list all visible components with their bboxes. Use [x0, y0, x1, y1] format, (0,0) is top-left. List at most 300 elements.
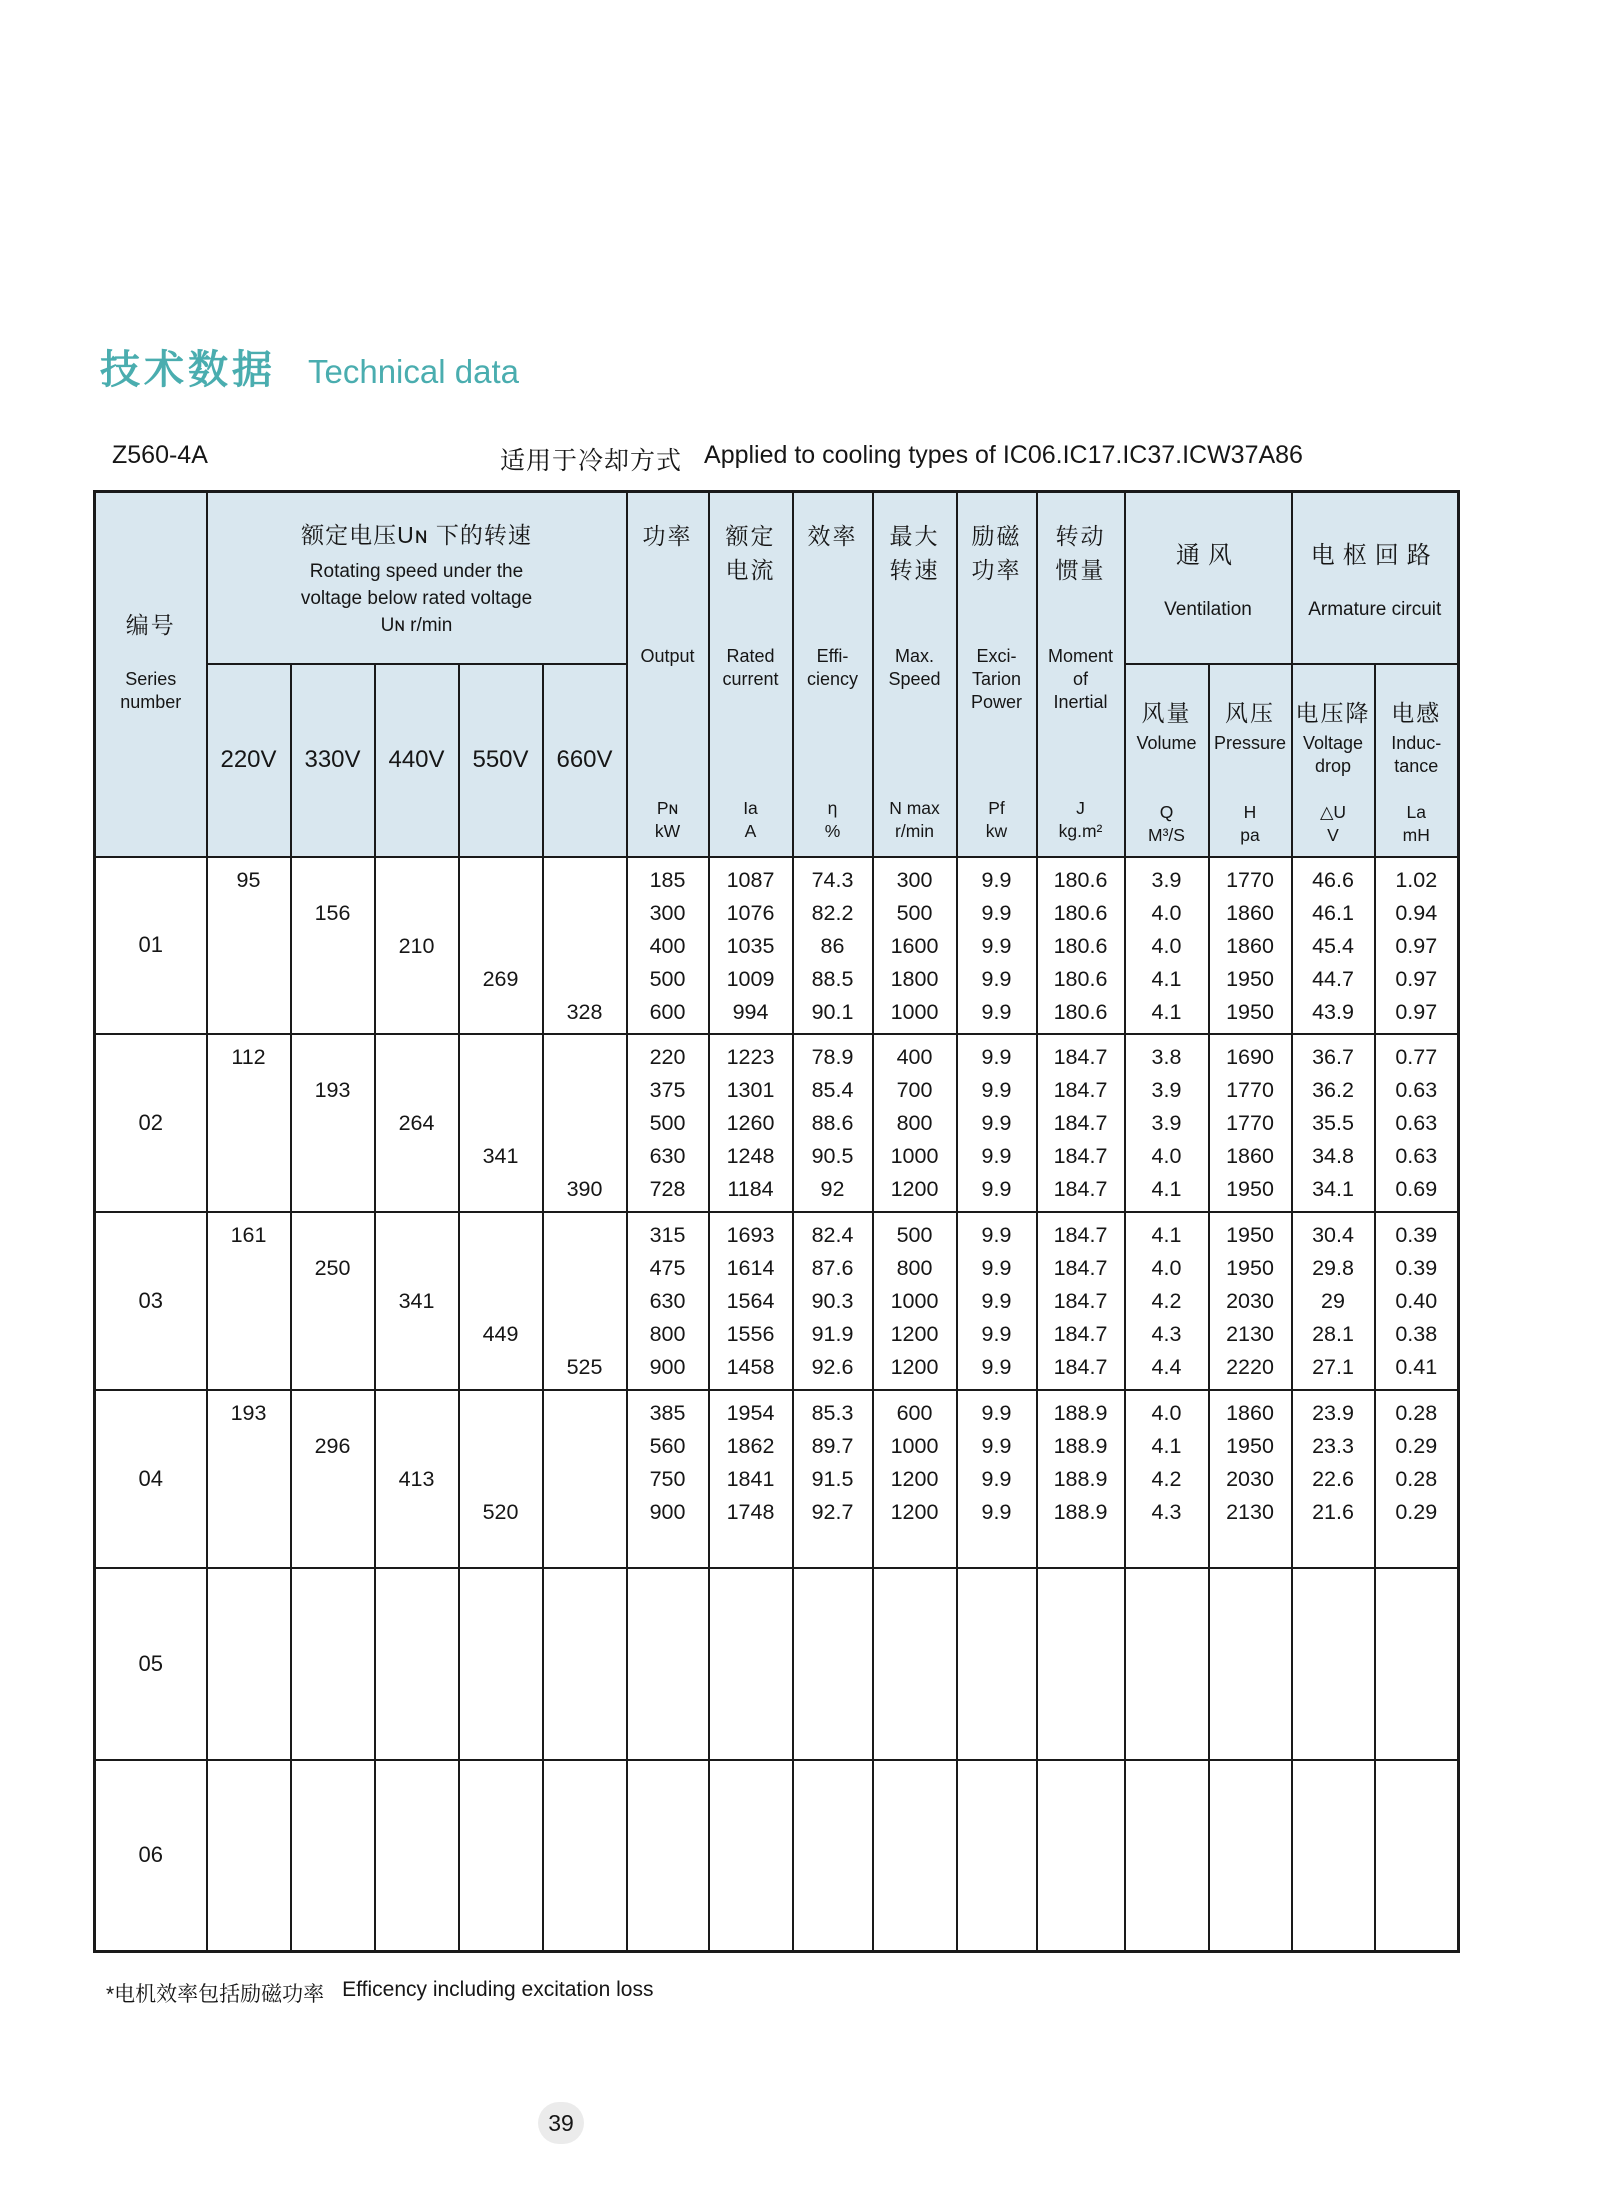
cell-value: 34.8: [1312, 1143, 1354, 1168]
cell-value: 9.9: [981, 1499, 1012, 1524]
cell-value: 91.9: [811, 1321, 854, 1346]
cell-value: 500: [649, 1110, 686, 1135]
header-series-number: [95, 492, 207, 857]
cell-empty: [376, 897, 458, 930]
cell-value: 9.9: [981, 933, 1012, 958]
cell-value: 9.9: [981, 1222, 1012, 1247]
cell-value: 1564: [726, 1288, 775, 1313]
cell-value: 1200: [890, 1466, 939, 1491]
current-cell: [709, 1212, 793, 1390]
cell-empty: [208, 1107, 290, 1140]
cell-empty: [376, 1318, 458, 1351]
cell-value: 23.9: [1312, 1400, 1354, 1425]
header-pf: [957, 492, 1037, 857]
cell-value: 85.3: [811, 1400, 854, 1425]
cell-value: 385: [649, 1400, 686, 1425]
cell-value: 1950: [1226, 1222, 1274, 1247]
header-q-unit: Q: [1159, 801, 1174, 822]
cell-empty: [1293, 1866, 1374, 1899]
cell-empty: [376, 1496, 458, 1529]
cell-empty: [1210, 1767, 1291, 1800]
header-la-unit: mH: [1402, 824, 1430, 845]
j-cell: [1037, 1390, 1125, 1568]
cell-value: 400: [896, 1044, 933, 1069]
cell-value: 9.9: [981, 999, 1012, 1024]
cell-empty: [794, 1767, 872, 1800]
technical-data-table: [93, 490, 1460, 1953]
cell-empty: [1293, 1707, 1374, 1740]
header-voltage-group: [207, 492, 627, 664]
cell-value: 112: [231, 1044, 266, 1069]
header-max_speed: [873, 492, 957, 857]
cell-value: 0.97: [1395, 933, 1438, 958]
cell-value: 1200: [890, 1321, 939, 1346]
cell-value: 184.7: [1053, 1110, 1108, 1135]
series-value: 04: [138, 1465, 163, 1491]
cell-empty: [460, 1351, 542, 1384]
cell-value: 400: [649, 933, 686, 958]
cell-value: 4.1: [1151, 1433, 1182, 1458]
cell-empty: [544, 930, 626, 963]
cell-value: 184.7: [1053, 1321, 1108, 1346]
cell-value: 0.39: [1395, 1255, 1438, 1280]
du-cell: [1292, 1760, 1375, 1952]
cell-empty: [628, 1529, 708, 1562]
du-cell: [1292, 1568, 1375, 1760]
cell-empty: [376, 1529, 458, 1562]
cell-empty: [958, 1767, 1036, 1800]
cell-empty: [292, 996, 374, 1029]
cell-value: 184.7: [1053, 1044, 1108, 1069]
current-cell: [709, 1760, 793, 1952]
cell-value: 82.4: [811, 1222, 854, 1247]
header-current-unit: A: [744, 820, 757, 841]
q-cell: [1125, 1568, 1209, 1760]
voltage-cell: [291, 1760, 375, 1952]
cell-value: 1860: [1226, 933, 1274, 958]
cell-empty: [710, 1899, 792, 1932]
cell-empty: [544, 1041, 626, 1074]
cell-empty: [376, 1866, 458, 1899]
du-cell: [1292, 857, 1375, 1034]
cell-empty: [460, 1575, 542, 1608]
cell-value: 1000: [890, 1433, 939, 1458]
header-max_speed-unit: N max: [889, 797, 940, 818]
cell-empty: [628, 1833, 708, 1866]
j-cell: [1037, 1760, 1125, 1952]
voltage-cell: [543, 1760, 627, 1952]
cell-value: 390: [566, 1176, 603, 1201]
cell-empty: [208, 1707, 290, 1740]
header-voltage-440V: [375, 664, 459, 857]
cell-empty: [958, 1899, 1036, 1932]
du-cell: [1292, 1212, 1375, 1390]
cell-empty: [376, 1608, 458, 1641]
max_speed-cell: [873, 1568, 957, 1760]
header-max_speed-zh: 最大: [889, 523, 940, 549]
header-j-zh: 惯量: [1055, 557, 1106, 583]
voltage-cell: [543, 1034, 627, 1212]
cell-empty: [376, 1173, 458, 1206]
cell-empty: [1126, 1575, 1208, 1608]
cell-empty: [874, 1575, 956, 1608]
cell-value: 180.6: [1053, 999, 1108, 1024]
cell-empty: [208, 1800, 290, 1833]
series-cell: [95, 857, 207, 1034]
cell-empty: [1376, 1866, 1458, 1899]
cell-value: 4.0: [1151, 1400, 1182, 1425]
cell-empty: [544, 1107, 626, 1140]
cell-value: 23.3: [1312, 1433, 1354, 1458]
voltage-cell: [207, 1212, 291, 1390]
cell-empty: [292, 1107, 374, 1140]
cell-value: 92.7: [811, 1499, 854, 1524]
max_speed-cell: [873, 1034, 957, 1212]
cell-value: 9.9: [981, 1433, 1012, 1458]
cell-value: 185: [649, 867, 686, 892]
cell-empty: [460, 1899, 542, 1932]
output-cell: [627, 1390, 709, 1568]
cell-empty: [1210, 1899, 1291, 1932]
footnote-en: Efficency including excitation loss: [342, 1978, 654, 2001]
cell-value: 475: [649, 1255, 686, 1280]
cell-value: 1301: [726, 1077, 775, 1102]
voltage-cell: [207, 857, 291, 1034]
cell-empty: [376, 1800, 458, 1833]
header-output-en: Output: [640, 646, 695, 666]
cell-value: 90.1: [811, 999, 854, 1024]
cell-empty: [1376, 1833, 1458, 1866]
series-value: 02: [138, 1109, 163, 1135]
voltage-cell: [375, 1760, 459, 1952]
cell-empty: [208, 1674, 290, 1707]
header-max_speed-en: Speed: [888, 669, 941, 689]
cell-value: 4.0: [1151, 1255, 1182, 1280]
cell-empty: [1126, 1866, 1208, 1899]
cell-value: 1614: [726, 1255, 775, 1280]
cell-empty: [376, 1041, 458, 1074]
cell-empty: [1126, 1608, 1208, 1641]
cell-value: 184.7: [1053, 1354, 1108, 1379]
header-series-en: Series: [125, 669, 177, 690]
cooling-types-zh: 适用于冷却方式: [500, 447, 683, 475]
cell-value: 44.7: [1312, 966, 1354, 991]
cell-empty: [376, 1899, 458, 1932]
cell-value: 4.1: [1151, 966, 1182, 991]
cell-value: 4.0: [1151, 933, 1182, 958]
cell-value: 0.28: [1395, 1466, 1438, 1491]
voltage-label: 220V: [220, 746, 277, 773]
cell-empty: [208, 930, 290, 963]
cell-value: 315: [649, 1222, 686, 1247]
cell-value: 210: [398, 933, 435, 958]
efficiency-cell: [793, 1212, 873, 1390]
cell-value: 600: [649, 999, 686, 1024]
cell-empty: [460, 996, 542, 1029]
cell-value: 0.40: [1395, 1288, 1438, 1313]
cell-empty: [544, 864, 626, 897]
cell-empty: [376, 1833, 458, 1866]
header-q: [1125, 664, 1209, 857]
cell-empty: [710, 1674, 792, 1707]
cell-empty: [460, 930, 542, 963]
cell-empty: [376, 1430, 458, 1463]
header-voltage-550V: [459, 664, 543, 857]
cell-empty: [376, 1575, 458, 1608]
cell-value: 22.6: [1312, 1466, 1354, 1491]
la-cell: [1375, 1034, 1459, 1212]
cell-empty: [544, 1608, 626, 1641]
cell-value: 82.2: [811, 900, 854, 925]
cell-value: 413: [398, 1466, 435, 1491]
cell-empty: [1293, 1833, 1374, 1866]
cell-value: 9.9: [981, 1354, 1012, 1379]
cell-empty: [544, 1529, 626, 1562]
cell-empty: [958, 1674, 1036, 1707]
cell-empty: [958, 1833, 1036, 1866]
cell-empty: [544, 1318, 626, 1351]
header-efficiency: [793, 492, 873, 857]
cell-value: 0.38: [1395, 1321, 1438, 1346]
cell-empty: [208, 1767, 290, 1800]
cell-value: 184.7: [1053, 1077, 1108, 1102]
j-cell: [1037, 1212, 1125, 1390]
cell-empty: [958, 1529, 1036, 1562]
cell-empty: [1038, 1674, 1124, 1707]
cell-value: 9.9: [981, 900, 1012, 925]
table-row-04: [95, 1390, 1459, 1568]
header-j-unit: J: [1076, 797, 1085, 818]
cell-value: 1000: [890, 1288, 939, 1313]
output-cell: [627, 1034, 709, 1212]
header-j-zh: 转动: [1055, 523, 1106, 549]
cell-empty: [544, 1833, 626, 1866]
cell-empty: [1376, 1767, 1458, 1800]
cell-value: 1600: [890, 933, 939, 958]
cell-empty: [544, 1496, 626, 1529]
cell-empty: [292, 1833, 374, 1866]
cell-value: 0.97: [1395, 999, 1438, 1024]
header-output-unit: Pɴ: [656, 797, 679, 818]
cell-empty: [1376, 1899, 1458, 1932]
cell-value: 74.3: [811, 867, 854, 892]
cell-value: 1248: [726, 1143, 775, 1168]
cell-empty: [628, 1866, 708, 1899]
cell-value: 4.3: [1151, 1321, 1182, 1346]
voltage-cell: [459, 1760, 543, 1952]
header-du-unit: V: [1327, 824, 1339, 845]
header-armature-group: [1292, 492, 1459, 664]
cell-empty: [794, 1608, 872, 1641]
cell-empty: [710, 1641, 792, 1674]
cell-empty: [958, 1575, 1036, 1608]
cell-value: 4.1: [1151, 999, 1182, 1024]
cell-value: 180.6: [1053, 933, 1108, 958]
cell-value: 750: [649, 1466, 686, 1491]
header-pf-en: Exci-: [976, 646, 1017, 666]
cell-value: 46.1: [1312, 900, 1354, 925]
cell-value: 30.4: [1312, 1222, 1354, 1247]
cell-value: 0.69: [1395, 1176, 1438, 1201]
header-series-en: number: [120, 692, 182, 713]
header-h-zh: 风压: [1225, 699, 1275, 726]
cell-empty: [208, 1173, 290, 1206]
cell-empty: [460, 1107, 542, 1140]
cell-empty: [208, 1641, 290, 1674]
header-current-unit: Ia: [743, 797, 758, 818]
cell-empty: [292, 1899, 374, 1932]
cell-value: 296: [314, 1433, 351, 1458]
output-cell: [627, 1212, 709, 1390]
cell-value: 0.39: [1395, 1222, 1438, 1247]
voltage-label: 330V: [304, 746, 361, 773]
cell-value: 43.9: [1312, 999, 1354, 1024]
cell-value: 34.1: [1312, 1176, 1354, 1201]
cell-empty: [208, 996, 290, 1029]
series-cell: [95, 1760, 207, 1952]
page-number: 39: [538, 2102, 584, 2144]
cell-empty: [1210, 1800, 1291, 1833]
header-efficiency-en: Effi-: [816, 646, 849, 666]
cell-empty: [958, 1707, 1036, 1740]
cell-value: 0.77: [1395, 1044, 1438, 1069]
cell-empty: [1126, 1674, 1208, 1707]
cell-value: 300: [649, 900, 686, 925]
voltage-label: 550V: [472, 746, 529, 773]
cell-empty: [292, 1866, 374, 1899]
cell-value: 4.0: [1151, 900, 1182, 925]
voltage-cell: [375, 1034, 459, 1212]
cell-empty: [794, 1899, 872, 1932]
j-cell: [1037, 1568, 1125, 1760]
page-title: [100, 338, 519, 395]
q-cell: [1125, 1034, 1209, 1212]
cell-empty: [208, 1866, 290, 1899]
cell-value: 1223: [726, 1044, 775, 1069]
cell-value: 36.7: [1312, 1044, 1354, 1069]
series-value: 05: [138, 1650, 163, 1676]
cell-value: 188.9: [1053, 1433, 1108, 1458]
cell-value: 3.9: [1151, 1077, 1182, 1102]
header-h: [1209, 664, 1292, 857]
cell-empty: [292, 1608, 374, 1641]
cell-value: 161: [230, 1222, 267, 1247]
cell-empty: [544, 1140, 626, 1173]
cell-value: 2220: [1226, 1354, 1274, 1379]
table-row-02: [95, 1034, 1459, 1212]
cell-empty: [376, 1641, 458, 1674]
header-j-en: Moment: [1047, 646, 1114, 666]
cell-value: 449: [482, 1321, 519, 1346]
cell-empty: [460, 1397, 542, 1430]
cell-empty: [958, 1641, 1036, 1674]
cell-value: 630: [649, 1288, 686, 1313]
cell-value: 180.6: [1053, 966, 1108, 991]
cell-empty: [292, 1219, 374, 1252]
cell-empty: [460, 1252, 542, 1285]
efficiency-cell: [793, 1034, 873, 1212]
cell-value: 0.94: [1395, 900, 1438, 925]
cell-empty: [794, 1866, 872, 1899]
cell-empty: [292, 1397, 374, 1430]
cell-value: 1200: [890, 1176, 939, 1201]
cell-empty: [710, 1800, 792, 1833]
q-cell: [1125, 857, 1209, 1034]
cell-value: 900: [649, 1499, 686, 1524]
cell-value: 1950: [1226, 999, 1274, 1024]
cell-empty: [292, 963, 374, 996]
cell-empty: [1210, 1575, 1291, 1608]
header-du: [1292, 664, 1375, 857]
pf-cell: [957, 1034, 1037, 1212]
cell-value: 3.9: [1151, 1110, 1182, 1135]
header-la: [1375, 664, 1459, 857]
cell-empty: [208, 1285, 290, 1318]
cell-value: 4.3: [1151, 1499, 1182, 1524]
cell-value: 1200: [890, 1354, 939, 1379]
cell-value: 88.5: [811, 966, 854, 991]
cell-empty: [1038, 1767, 1124, 1800]
cell-value: 1862: [726, 1433, 775, 1458]
cell-value: 0.97: [1395, 966, 1438, 991]
cell-empty: [292, 1318, 374, 1351]
cell-value: 1000: [890, 999, 939, 1024]
header-j-en: of: [1072, 669, 1088, 689]
voltage-cell: [207, 1760, 291, 1952]
cell-empty: [460, 1833, 542, 1866]
cell-value: 1860: [1226, 1143, 1274, 1168]
header-pf-en: Tarion: [971, 669, 1022, 689]
cell-empty: [1210, 1641, 1291, 1674]
cell-value: 250: [314, 1255, 351, 1280]
cell-value: 86: [820, 933, 845, 958]
cell-value: 1748: [726, 1499, 775, 1524]
page-title-zh: 技术数据: [100, 348, 276, 392]
header-series-zh: 编号: [125, 612, 176, 639]
cell-empty: [794, 1833, 872, 1866]
cell-value: 95: [236, 867, 261, 892]
cell-value: 188.9: [1053, 1466, 1108, 1491]
voltage-group-zh: 额定电压Uɴ 下的转速: [301, 522, 532, 548]
cell-empty: [874, 1800, 956, 1833]
header-j-unit: kg.m²: [1058, 820, 1103, 841]
header-current-en: current: [722, 669, 779, 689]
voltage-cell: [459, 1212, 543, 1390]
cell-value: 700: [896, 1077, 933, 1102]
cell-empty: [460, 1707, 542, 1740]
cell-empty: [376, 1707, 458, 1740]
cell-value: 89.7: [811, 1433, 854, 1458]
cell-value: 9.9: [981, 1321, 1012, 1346]
cell-empty: [1376, 1529, 1458, 1562]
h-cell: [1209, 1390, 1292, 1568]
cell-value: 2130: [1226, 1321, 1274, 1346]
du-cell: [1292, 1390, 1375, 1568]
cell-value: 1860: [1226, 900, 1274, 925]
cell-empty: [1126, 1800, 1208, 1833]
voltage-cell: [543, 1390, 627, 1568]
header-output: [627, 492, 709, 857]
cell-value: 1800: [890, 966, 939, 991]
cell-empty: [292, 1575, 374, 1608]
cell-value: 78.9: [811, 1044, 854, 1069]
cell-empty: [376, 1397, 458, 1430]
cell-value: 1770: [1226, 867, 1274, 892]
cell-value: 9.9: [981, 1288, 1012, 1313]
cell-empty: [292, 1351, 374, 1384]
pf-cell: [957, 1390, 1037, 1568]
header-la-zh: 电感: [1391, 699, 1442, 726]
